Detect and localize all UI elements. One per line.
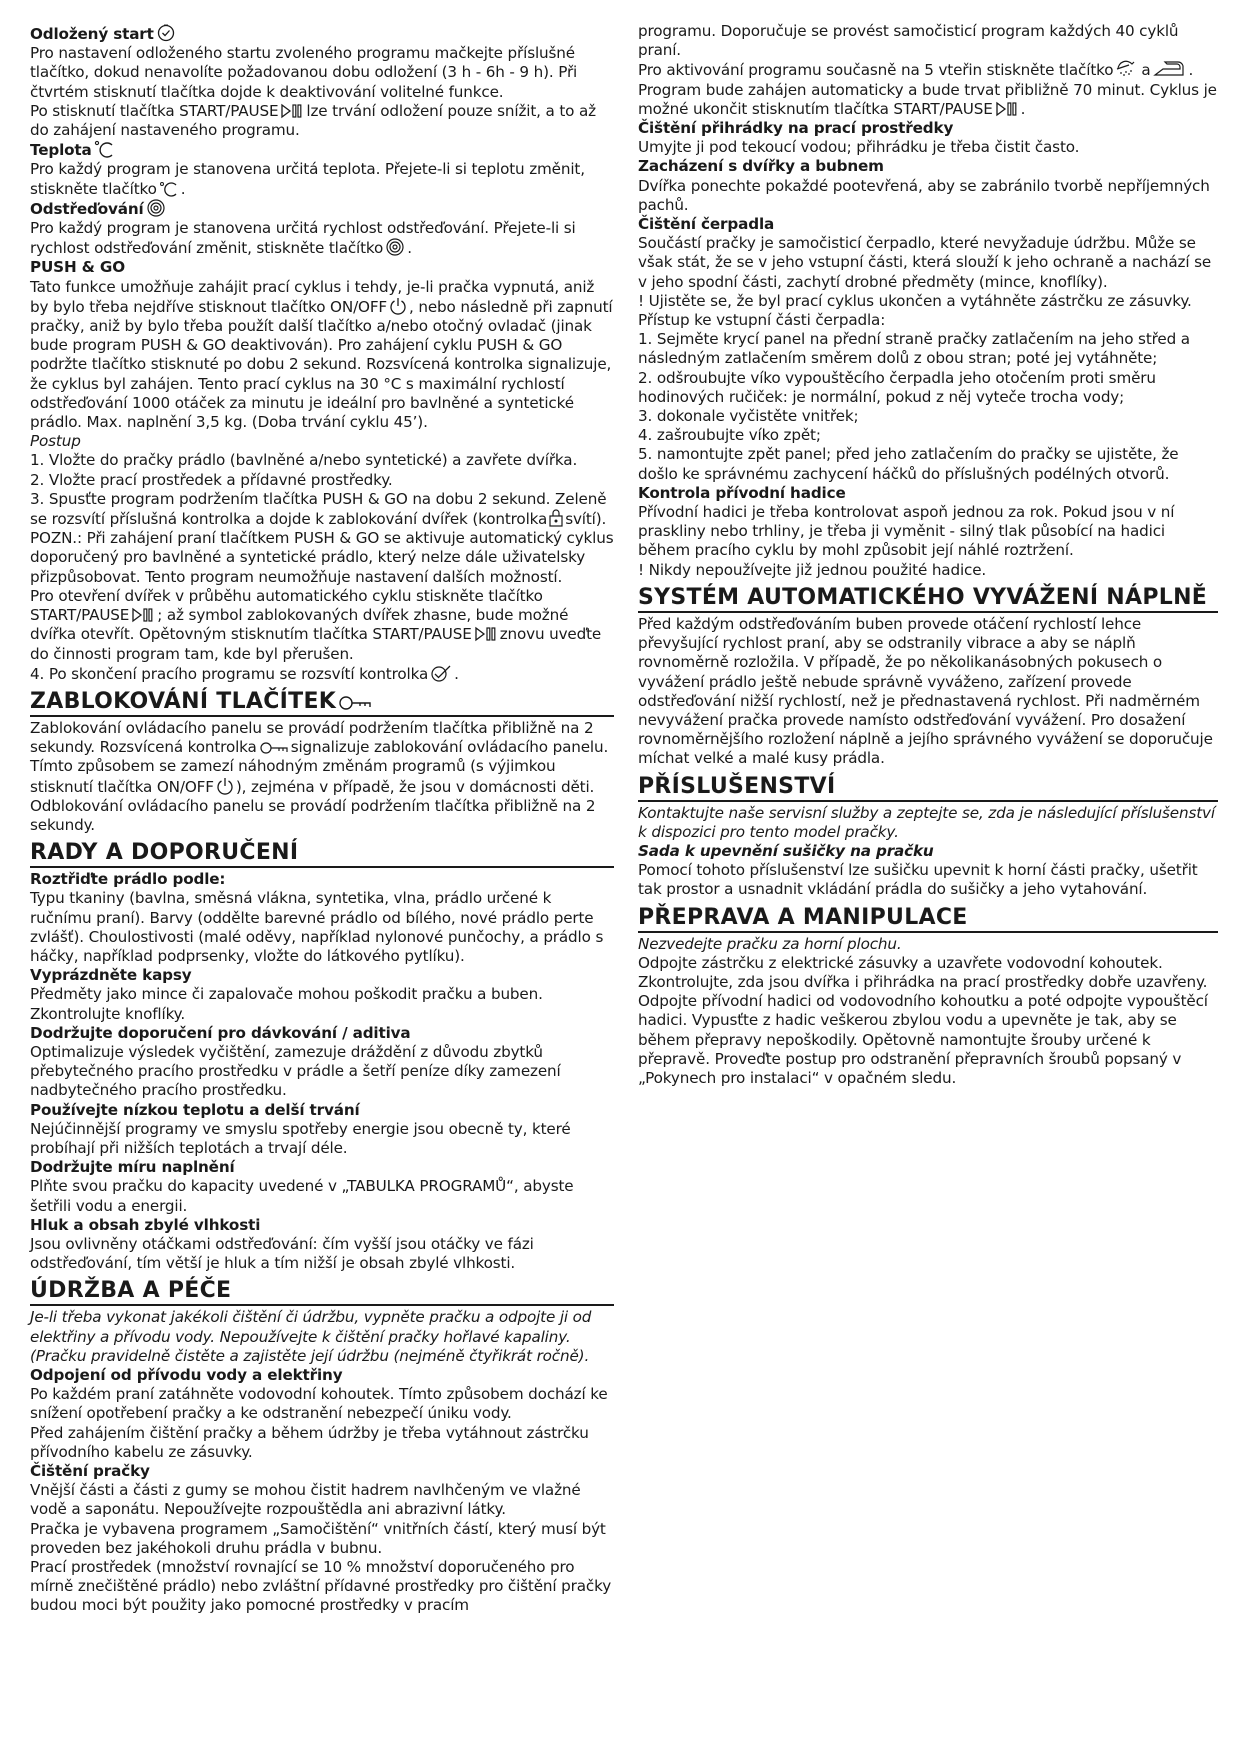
dose-heading: Dodržujte doporučení pro dávkování / aditiva [30,1023,411,1042]
iron-icon [1153,60,1187,78]
pump-text-3: Přístup ke vstupní části čerpadla: [638,311,886,330]
accessories-intro: Kontaktujte naše servisní služby a zeptejte se, zda je následující příslušenství k dispozici pro tento model pračky. [638,803,1215,841]
pump-step-4: 4. zašroubujte víko zpět; [638,426,821,445]
pockets-heading: Vyprázdněte kapsy [30,966,192,985]
start-pause-icon [280,103,304,119]
push-go-heading: PUSH & GO [30,258,125,277]
step-2: 2. Vložte prací prostředek a přídavné prostředky. [30,470,393,489]
disconnect-text-2: Před zahájením čištění pračky a během údržby je třeba vytáhnout zástrčku přívodního kabelu ze zásuvky. [30,1423,589,1461]
start-pause-icon [131,607,155,623]
pump-step-1: 1. Sejměte krycí panel na přední straně pračky zatlačením na jeho střed a následným zatlačením směrem dolů z obou stran; poté jej vytáhněte; [638,330,1190,368]
noise-text: Jsou ovlivněny otáčkami odstřeďování: čím vyšší jsou otáčky ve fázi odstřeďování, tím větší je hluk a tím nižší je obsah zbylé vlhkosti. [30,1234,534,1273]
clock-check-icon [156,24,176,42]
clean-text-2: Pračka je vybavena programem „Samočištění“ vnitřních částí, který musí být proveden bez jakéhokoli druhu prádla v bubnu. [30,1519,606,1557]
check-circle-icon [430,664,452,682]
spin-heading: Odstřeďování [30,199,614,219]
temperature-icon [94,140,116,158]
accessories-section-title: PŘÍSLUŠENSTVÍ [638,775,1218,802]
hose-text-1: Přívodní hadici je třeba kontrolovat aspoň jednou za rok. Pokud jsou v ní praskliny nebo trhliny, je třeba ji vyměnit - silný tlak působící na hadici během pracího cyklu by mohl způsobit její náhlé roztržení. [638,503,1175,560]
pump-heading: Čištění čerpadla [638,215,775,234]
clean-text-3: Prací prostředek (množství rovnající se 10 % množství doporučeného pro mírně znečištěné prádlo) nebo zvláštní přídavné prostředky pro čištění pračky budou moci být použity jako pomocné prostředky v pracím [30,1558,612,1615]
lowtemp-text: Nejúčinnější programy ve smyslu spotřeby energie jsou obecně ty, které probíhají při nižších teplotách a trvají déle. [30,1119,571,1157]
step-4: 4. Po skončení pracího programu se rozsvítí kontrolka . [30,664,459,683]
power-icon [216,777,234,795]
pockets-text: Předměty jako mince či zapalovače mohou poškodit pračku a buben. Zkontrolujte knoflíky. [30,985,543,1023]
delay-heading: Odložený start [30,24,614,44]
sort-heading: Roztřiďte prádlo podle: [30,870,226,889]
clean-heading: Čištění pračky [30,1462,150,1481]
temperature-icon [159,181,179,197]
key-icon [259,741,289,755]
pump-text-2: ! Ujistěte se, že byl prací cyklus ukončen a vytáhněte zástrčku ze zásuvky. [638,291,1192,310]
start-pause-icon [474,626,498,642]
step-3: 3. Spusťte program podržením tlačítka PUSH & GO na dobu 2 sekund. Zeleně se rozsvítí příslušná kontrolka a dojde k zablokování dvířek (kontrolka svítí). [30,489,607,529]
delay-text-1: Pro nastavení odloženého startu zvoleného programu mačkejte příslušné tlačítko, dokud nenavolíte požadovanou dobu odložení (3 h - 6h - 9 h). Při čtvrtém stisknutí tlačítka dojde k deaktivování volitelné funkce. [30,44,578,101]
lock-section-title: ZABLOKOVÁNÍ TLAČÍTEK [30,690,614,717]
balance-text: Před každým odstřeďováním buben provede otáčení rychlostí lehce převyšující rychlost praní, aby se odstranily vibrace a aby se náplň rovnoměrně rozložila. V případě, že po několikanásobných pokusech o vyvážení prádlo ještě nebude správně vyváženo, zařízení provede odstřeďování nižší rychlostí, než je přednastavená rychlost. Při nadměrném nevyvážení pračka provede namísto odstřeďování vyvážení. Pro dosažení rovnoměrnějšího rozložení náplně a jejího správného vyvážení se doporučuje míchat velké a malé kusy prádla. [638,614,1213,768]
pump-text-1: Součástí pračky je samočisticí čerpadlo, které nevyžaduje údržbu. Může se však stát, že se v jeho vstupní části, která slouží k jeho ochraně a nachází se v jeho spodní části, zachytí drobné předměty (mince, knoflíky). [638,234,1212,291]
postup-label: Postup [30,432,81,451]
step-1: 1. Vložte do pračky prádlo (bavlněné a/nebo syntetické) a zavřete dvířka. [30,451,578,470]
delay-text-2: Po stisknutí tlačítka START/PAUSE lze trvání odložení pouze snížit, a to až do zahájení nastaveného programu. [30,101,596,140]
spin-spiral-icon [385,238,405,256]
activate-text: Pro aktivování programu současně na 5 vteřin stiskněte tlačítko a . Program bude zahájen automaticky a bude trvat přibližně 70 minut. Cyklus je možné ukončit stisknutím tlačítka START/PAUSE . [638,61,1217,118]
accessories-kit-text: Pomocí tohoto příslušenství lze sušičku upevnit k horní části pračky, ušetřit tak prostor a usnadnit vkládání prádla do sušičky a jeho vytahování. [638,861,1198,899]
hose-text-2: ! Nikdy nepoužívejte již jednou použité hadice. [638,560,987,579]
pump-step-2: 2. odšroubujte víko vypouštěcího čerpadla jeho otočením proti směru hodinových ručiček: je normální, pokud z něj vyteče trocha vody; [638,368,1156,406]
clean-text-1: Vnější části a části z gumy se mohou čistit hadrem navlhčeným ve vlažné vodě a saponátu. Nepoužívejte rozpouštědla ani abrazivní látky. [30,1481,581,1519]
lowtemp-heading: Používejte nízkou teplotu a delší trvání [30,1100,360,1119]
care-section-title: ÚDRŽBA A PÉČE [30,1279,614,1306]
key-icon [338,695,372,711]
push-go-text: Tato funkce umožňuje zahájit prací cyklus i tehdy, je-li pračka vypnutá, aniž by bylo třeba nejdříve stisknout tlačítko ON/OFF , nebo následně při zapnutí pračky, aniž by bylo třeba použít další tlačítko a/nebo otočný ovladač (jinak bude program PUSH & GO deaktivován). Pro zahájení cyklu PUSH & GO podržte tlačítko stisknuté po dobu 2 sekund. Rozsvícená kontrolka signalizuje, že cyklus byl zahájen. Tento prací cyklus na 30 °C s maximální rychlostí odstřeďování 1000 otáček za minutu je ideální pro bavlněné a syntetické prádlo. Max. naplnění 3,5 kg. (Doba trvání cyklu 45’). [30,277,613,432]
left-column [30,24,614,1616]
drawer-text: Umyjte ji pod tekoucí vodou; přihrádku je třeba čistit často. [638,138,1080,157]
shower-icon [1115,60,1139,78]
hose-heading: Kontrola přívodní hadice [638,483,846,502]
spin-spiral-icon [146,199,166,217]
door-text: Dvířka ponechte pokaždé pootevřená, aby se zabránilo tvorbě nepříjemných pachů. [638,176,1210,214]
care-intro: Je-li třeba vykonat jakékoli čištění či údržbu, vypněte pračku a odpojte ji od elektřiny a přívodu vody. Nepoužívejte k čištění pračky hořlavé kapaliny. (Pračku pravidelně čistěte a zajistěte její údržbu (nejméně čtyřikrát ročně). [30,1308,592,1365]
dose-text: Optimalizuje výsledek vyčištění, zamezuje dráždění z důvodu zbytků přebytečného pracího prostředku v prádle a šetří peníze díky zamezení nadbytečného pracího prostředku. [30,1042,561,1100]
disconnect-text-1: Po každém praní zatáhněte vodovodní kohoutek. Tímto způsobem dochází ke snížení opotřebení pračky a ke odstranění nebezpečí úniku vody. [30,1385,608,1423]
door-heading: Zacházení s dvířky a bubnem [638,157,884,176]
balance-section-title: SYSTÉM AUTOMATICKÉHO VYVÁŽENÍ NÁPLNĚ [638,586,1218,613]
open-door-text: Pro otevření dvířek v průběhu automatického cyklu stiskněte tlačítko START/PAUSE ; až symbol zablokovaných dvířek zhasne, bude možné dvířka otevřít. Opětovným stisknutím tlačítka START/PAUSE znovu uveďte do činnosti program tam, kde byl přerušen. [30,586,602,663]
power-icon [389,297,407,315]
transport-intro: Nezvedejte pračku za horní plochu. [638,934,902,953]
clean-text-cont: programu. Doporučuje se provést samočisticí program každých 40 cyklů praní. [638,22,1179,60]
pump-step-5: 5. namontujte zpět panel; před jeho zatlačením do pračky se ujistěte, že došlo ke správnému zachycení háčků do příslušných podélných otvorů. [638,445,1179,483]
temp-heading: Teplota [30,140,614,160]
disconnect-heading: Odpojení od přívodu vody a elektřiny [30,1366,343,1384]
load-text: Plňte svou pračku do kapacity uvedené v „TABULKA PROGRAMŮ“, abyste šetřili vodu a energii. [30,1177,574,1215]
pozn-text: POZN.: Při zahájení praní tlačítkem PUSH & GO se aktivuje automatický cyklus doporučený pro bavlněné a syntetické prádlo, který nelze dále uživatelsky přizpůsobovat. Tento program neumožňuje nastavení dalších možností. [30,529,614,586]
sort-text: Typu tkaniny (bavlna, směsná vlákna, syntetika, vlna, prádlo určené k ručnímu praní). Barvy (oddělte barevné prádlo od bílého, nové prádlo perte zvlášť). Choulostivosti (malé oděvy, například nylonové punčochy, a prádlo s háčky, například podprsenky, vložte do látkového pytlíku). [30,889,604,965]
spin-text: Pro každý program je stanovena určitá rychlost odstřeďování. Přejete-li si rychlost odstřeďování změnit, stiskněte tlačítko . [30,219,576,258]
transport-section-title: PŘEPRAVA A MANIPULACE [638,906,1218,933]
accessories-kit-heading: Sada k upevnění sušičky na pračku [638,841,934,860]
right-column [638,22,1218,1088]
load-heading: Dodržujte míru naplnění [30,1158,235,1177]
door-lock-icon [549,509,563,527]
lock-text: Zablokování ovládacího panelu se provádí podržením tlačítka přibližně na 2 sekundy. Rozsvícená kontrolka signalizuje zablokování ovládacího panelu. Tímto způsobem se zamezí náhodným změnám programů (s výjimkou stisknutí tlačítka ON/OFF ), zejména v případě, že jsou v domácnosti děti. Odblokování ovládacího panelu se provádí podržením tlačítka přibližně na 2 sekundy. [30,718,609,834]
drawer-heading: Čištění přihrádky na prací prostředky [638,119,954,138]
noise-heading: Hluk a obsah zbylé vlhkosti [30,1215,261,1234]
pump-step-3: 3. dokonale vyčistěte vnitřek; [638,407,859,426]
transport-text: Odpojte zástrčku z elektrické zásuvky a uzavřete vodovodní kohoutek. Zkontrolujte, zda jsou dvířka i přihrádka na prací prostředky dobře uzavřeny. Odpojte přívodní hadici od vodovodního kohoutku a poté odpojte vypouštěcí hadici. Vypusťte z hadic veškerou zbylou vodu a upevněte je tak, aby se během přepravy nepoškodily. Opětovně namontujte šrouby určené k přepravě. Proveďte postup pro odstranění přepravních šroubů popsaný v „Pokynech pro instalaci“ v opačném sledu. [638,953,1208,1087]
start-pause-icon [995,101,1019,117]
tips-section-title: RADY A DOPORUČENÍ [30,841,614,868]
temp-text: Pro každý program je stanovena určitá teplota. Přejete-li si teplotu změnit, stiskněte tlačítko . [30,160,585,198]
